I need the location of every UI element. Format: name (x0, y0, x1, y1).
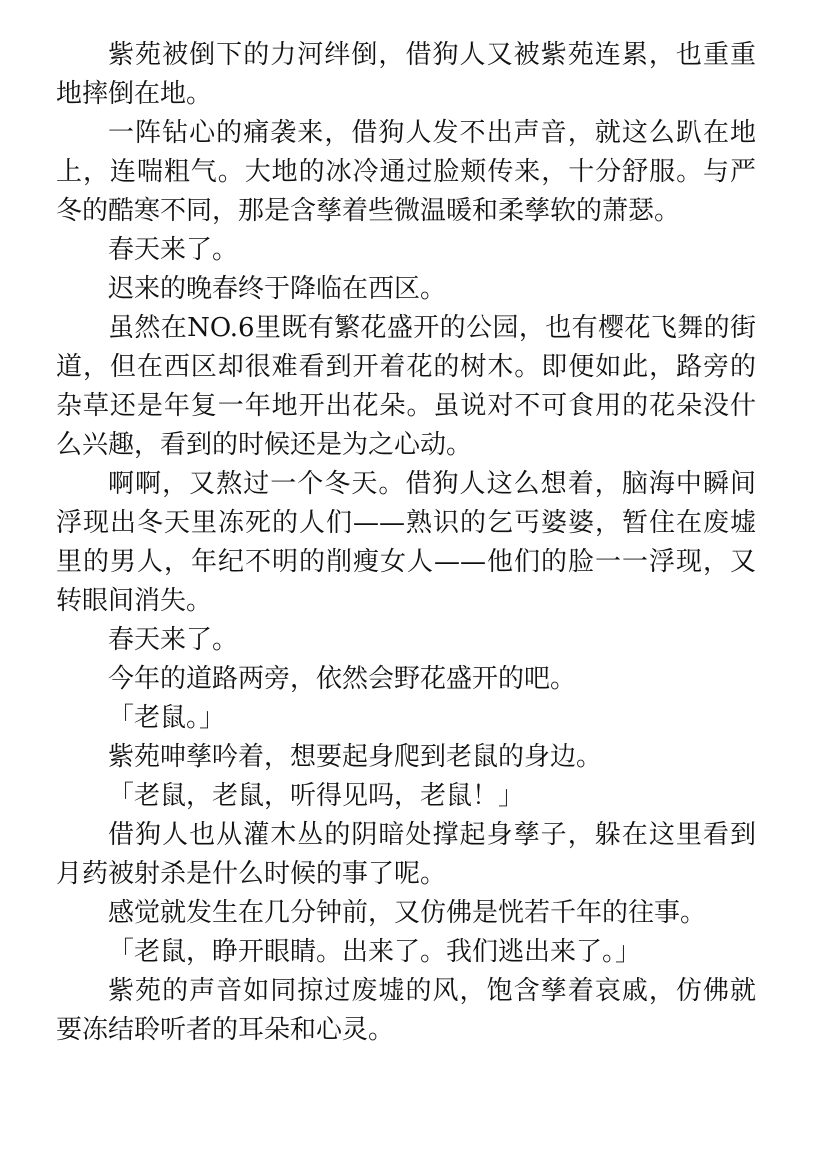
paragraph: 紫苑被倒下的力河绊倒，借狗人又被紫苑连累，也重重地摔倒在地。 (56, 40, 756, 109)
paragraph: 啊啊，又熬过一个冬天。借狗人这么想着，脑海中瞬间浮现出冬天里冻死的人们——熟识的乞丐婆婆，暂住在废墟里的男人，年纪不明的削瘦女人——他们的脸一一浮现，又转眼间消失。 (56, 469, 756, 616)
paragraph: 一阵钻心的痛袭来，借狗人发不出声音，就这么趴在地上，连喘粗气。大地的冰冷通过脸颊传来，十分舒服。与严冬的酷寒不同，那是含孳着些微温暖和柔孳软的萧瑟。 (56, 118, 756, 226)
paragraph: 春天来了。 (108, 625, 239, 655)
paragraph: 紫苑呻孳吟着，想要起身爬到老鼠的身边。 (108, 742, 603, 772)
paragraph: 紫苑的声音如同掠过废墟的风，饱含孳着哀戚，仿佛就要冻结聆听者的耳朵和心灵。 (56, 976, 756, 1045)
paragraph: 迟来的晚春终于降临在西区。 (108, 274, 447, 304)
paragraph: 春天来了。 (108, 235, 239, 265)
dialogue-paragraph: 「老鼠，睁开眼睛。出来了。我们逃出来了。」 (108, 937, 642, 967)
dialogue-paragraph: 「老鼠，老鼠，听得见吗，老鼠！」 (108, 781, 525, 811)
paragraph: 虽然在NO.6里既有繁花盛开的公园，也有樱花飞舞的街道，但在西区却很难看到开着花的树木。即便如此，路旁的杂草还是年复一年地开出花朵。虽说对不可食用的花朵没什么兴趣，看到的时候还是为之心动。 (56, 313, 756, 460)
paragraph: 感觉就发生在几分钟前，又仿佛是恍若千年的往事。 (108, 898, 707, 928)
dialogue-paragraph: 「老鼠。」 (108, 703, 226, 733)
page-body (56, 36, 756, 1050)
paragraph: 借狗人也从灌木丛的阴暗处撑起身孳子，躲在这里看到月药被射杀是什么时候的事了呢。 (56, 820, 756, 889)
paragraph: 今年的道路两旁，依然会野花盛开的吧。 (108, 664, 577, 694)
